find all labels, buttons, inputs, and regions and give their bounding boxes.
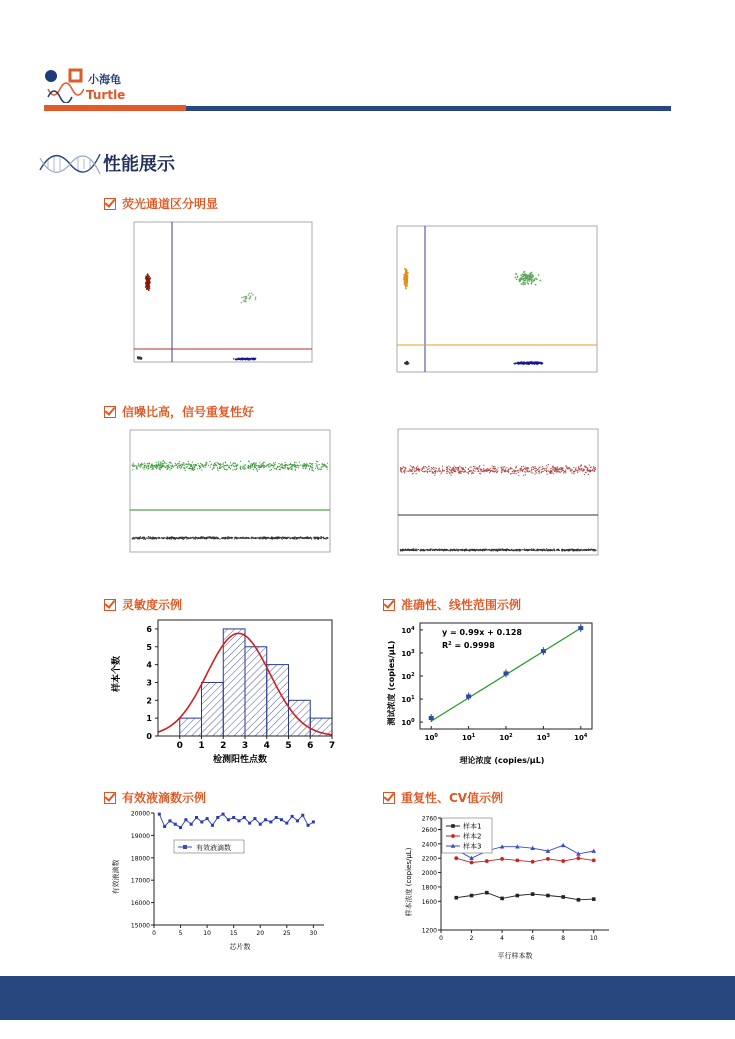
repeatability-chart bbox=[395, 812, 610, 962]
linearity-ylabel: 测试浓度 (copies/μL) bbox=[387, 640, 396, 726]
repeatability-ytick: 2400 bbox=[421, 841, 437, 849]
droplets-point bbox=[280, 818, 283, 821]
droplets-point bbox=[163, 825, 166, 828]
linearity-xtick: $10^2$ bbox=[499, 733, 513, 742]
repeatability-ytick: 2760 bbox=[421, 815, 437, 823]
linearity-ytick: $10^0$ bbox=[401, 718, 415, 728]
droplets-point bbox=[259, 823, 262, 826]
logo bbox=[44, 67, 124, 103]
histogram-ytick: 6 bbox=[146, 624, 152, 634]
subsection-droplets bbox=[104, 789, 206, 806]
repeatability-ytick: 1200 bbox=[421, 927, 437, 935]
histogram-xtick: 6 bbox=[307, 741, 314, 751]
histogram-ytick: 2 bbox=[146, 696, 152, 706]
histogram-ytick: 5 bbox=[146, 642, 152, 652]
droplets-ytick: 20000 bbox=[130, 810, 150, 818]
header-bar-navy bbox=[186, 106, 671, 111]
droplets-point bbox=[190, 823, 193, 826]
repeatability-ytick: 2200 bbox=[421, 855, 437, 863]
subsection-repeatability bbox=[383, 789, 503, 806]
repeatability-ylabel: 样本浓度 (copies/μL) bbox=[405, 847, 413, 917]
subsection-sensitivity bbox=[104, 596, 182, 613]
droplets-point bbox=[195, 816, 198, 819]
droplets-xlabel: 芯片数 bbox=[229, 943, 251, 951]
subsection-label: 荧光通道区分明显 bbox=[122, 197, 219, 211]
subsection-label: 重复性、CV值示例 bbox=[401, 791, 504, 805]
droplets-ylabel: 有效液滴数 bbox=[112, 859, 120, 895]
histogram-bar bbox=[202, 682, 224, 736]
histogram-xtick: 1 bbox=[198, 741, 205, 751]
droplets-point bbox=[216, 816, 219, 819]
subsection-label: 有效液滴数示例 bbox=[122, 791, 207, 805]
droplets-ytick: 19000 bbox=[130, 832, 150, 840]
droplets-xtick: 10 bbox=[203, 930, 211, 937]
subsection-accuracy bbox=[383, 596, 521, 613]
droplets-point bbox=[307, 824, 310, 827]
droplets-xtick: 5 bbox=[178, 930, 183, 937]
droplets-point bbox=[184, 818, 187, 821]
histogram-xtick: 7 bbox=[328, 741, 336, 751]
brand-name-en: Turtle bbox=[86, 88, 126, 102]
droplets-ytick: 18000 bbox=[130, 855, 150, 863]
droplets-xtick: 30 bbox=[309, 930, 318, 937]
amplitude-plot-1 bbox=[110, 426, 335, 566]
linearity-xtick: $10^1$ bbox=[461, 733, 476, 742]
header-bar-orange bbox=[44, 105, 186, 111]
repeatability-xlabel: 平行样本数 bbox=[497, 952, 533, 960]
droplets-point bbox=[248, 822, 251, 825]
linearity-point bbox=[578, 624, 583, 632]
droplets-point bbox=[200, 820, 203, 823]
droplets-point bbox=[275, 816, 278, 819]
fluorescence-scatter-plot-2 bbox=[387, 222, 602, 377]
check-icon bbox=[104, 599, 116, 611]
linearity-ytick: $10^2$ bbox=[401, 672, 415, 681]
brand-name-cn: 小海龟 bbox=[88, 73, 121, 86]
droplets-point bbox=[158, 813, 161, 816]
droplets-ytick: 17000 bbox=[130, 877, 150, 885]
droplets-point bbox=[264, 818, 267, 821]
repeatability-series bbox=[454, 891, 595, 902]
subsection-snr bbox=[104, 403, 254, 420]
check-icon bbox=[383, 599, 395, 611]
linearity-point bbox=[429, 714, 434, 722]
droplets-point bbox=[232, 816, 235, 819]
droplets-xtick: 25 bbox=[282, 930, 291, 937]
repeatability-ytick: 1800 bbox=[421, 884, 437, 892]
droplets-point bbox=[312, 820, 315, 823]
histogram-xtick: 3 bbox=[241, 741, 249, 751]
droplets-point bbox=[222, 813, 225, 816]
repeatability-legend-label: 样本2 bbox=[463, 832, 482, 841]
histogram-bar bbox=[180, 718, 202, 736]
histogram-xtick: 0 bbox=[176, 741, 183, 751]
linearity-chart bbox=[384, 617, 599, 767]
section-title: 性能展示 bbox=[103, 154, 175, 175]
droplets-xtick: 0 bbox=[152, 930, 156, 937]
repeatability-ytick: 2600 bbox=[421, 826, 437, 834]
histogram-xlabel: 检测阳性点数 bbox=[212, 755, 268, 765]
subsection-label: 灵敏度示例 bbox=[122, 598, 183, 612]
repeatability-series bbox=[454, 856, 595, 864]
linearity-ytick: $10^4$ bbox=[401, 625, 415, 635]
droplets-point bbox=[179, 826, 182, 829]
droplets-point bbox=[243, 816, 246, 819]
droplets-point bbox=[296, 819, 299, 822]
check-icon bbox=[104, 198, 116, 210]
dna-icon bbox=[38, 148, 102, 180]
linearity-ytick: $10^1$ bbox=[401, 695, 415, 705]
repeatability-xtick: 4 bbox=[500, 935, 505, 942]
linearity-xlabel: 理论浓度 (copies/μL) bbox=[459, 756, 545, 765]
droplets-point bbox=[206, 817, 209, 820]
histogram-ytick: 1 bbox=[146, 714, 152, 724]
repeatability-legend bbox=[442, 818, 492, 853]
linearity-xtick: $10^4$ bbox=[574, 733, 588, 742]
histogram-ylabel: 样本个数 bbox=[112, 655, 122, 693]
repeatability-legend-label: 样本1 bbox=[463, 822, 482, 831]
droplets-legend bbox=[174, 840, 244, 853]
linearity-xtick: $10^0$ bbox=[424, 733, 438, 742]
check-icon bbox=[104, 792, 116, 804]
fit-equation: y = 0.99x + 0.128 bbox=[442, 628, 522, 637]
droplets-point bbox=[291, 815, 294, 818]
repeatability-legend-label: 样本3 bbox=[463, 842, 482, 851]
check-icon bbox=[383, 792, 395, 804]
repeatability-xtick: 6 bbox=[530, 935, 535, 942]
droplets-point bbox=[227, 818, 230, 821]
repeatability-ytick: 2000 bbox=[421, 870, 437, 878]
repeatability-xtick: 10 bbox=[589, 935, 598, 942]
subsection-label: 信噪比高，信号重复性好 bbox=[122, 405, 255, 419]
droplets-point bbox=[238, 819, 241, 822]
droplets-chart bbox=[110, 807, 330, 952]
linearity-ytick: $10^3$ bbox=[401, 648, 415, 658]
linearity-point bbox=[541, 647, 546, 655]
droplets-xtick: 15 bbox=[229, 930, 238, 937]
histogram-xtick: 4 bbox=[263, 741, 270, 751]
repeatability-ytick: 1600 bbox=[421, 898, 437, 906]
droplets-point bbox=[174, 823, 177, 826]
sensitivity-histogram bbox=[110, 612, 350, 772]
repeatability-xtick: 0 bbox=[439, 935, 443, 942]
droplets-point bbox=[285, 822, 288, 825]
droplets-legend-label: 有效液滴数 bbox=[196, 844, 231, 852]
droplets-xtick: 20 bbox=[256, 930, 265, 937]
histogram-ytick: 3 bbox=[146, 678, 152, 688]
histogram-ytick: 4 bbox=[146, 660, 152, 670]
amplitude-plot-2 bbox=[384, 425, 602, 565]
droplets-point bbox=[301, 814, 304, 817]
droplets-point bbox=[168, 819, 171, 822]
logo-mark-icon bbox=[44, 67, 84, 103]
droplets-point bbox=[211, 824, 214, 827]
fluorescence-scatter-plot-1 bbox=[118, 218, 318, 373]
histogram-bar bbox=[289, 700, 311, 736]
repeatability-xtick: 8 bbox=[561, 935, 566, 942]
histogram-xtick: 5 bbox=[285, 741, 292, 751]
histogram-bar bbox=[223, 629, 245, 736]
subsection-label: 准确性、线性范围示例 bbox=[401, 598, 522, 612]
droplets-point bbox=[253, 817, 256, 820]
linearity-xtick: $10^3$ bbox=[536, 733, 551, 742]
histogram-xtick: 2 bbox=[220, 741, 227, 751]
check-icon bbox=[104, 406, 116, 418]
droplets-ytick: 16000 bbox=[130, 900, 150, 908]
subsection-fluorescence bbox=[104, 195, 218, 212]
footer-bar bbox=[0, 976, 735, 1020]
droplets-ytick: 15000 bbox=[130, 922, 150, 930]
r2-label: $R^2 = 0.9998$ bbox=[442, 641, 495, 650]
droplets-point bbox=[269, 820, 272, 823]
repeatability-xtick: 2 bbox=[469, 935, 474, 942]
histogram-ytick: 0 bbox=[146, 732, 152, 741]
